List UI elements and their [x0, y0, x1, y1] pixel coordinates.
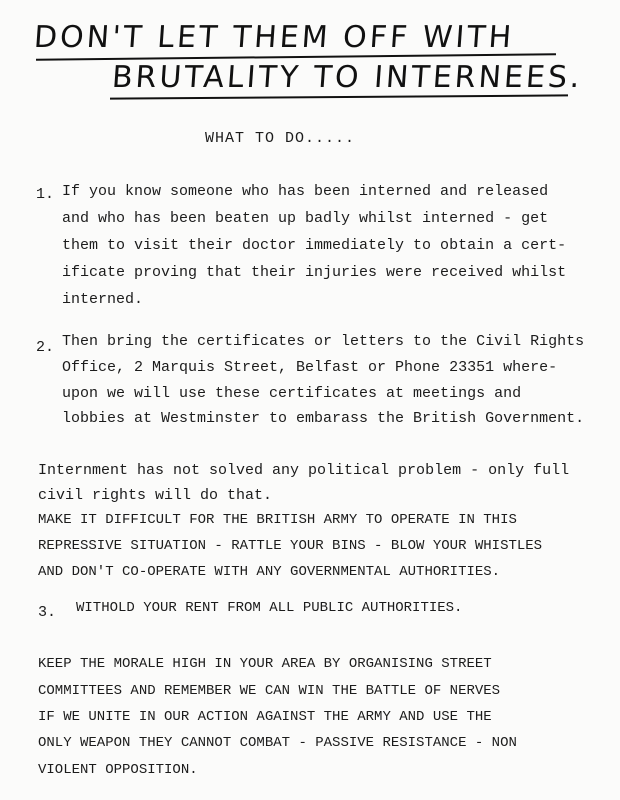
title-line-2: BRUTALITY TO INTERNEES.	[110, 60, 584, 95]
item-1-number: 1.	[36, 186, 55, 203]
section-heading: WHAT TO DO.....	[205, 130, 356, 147]
paragraph-line: Internment has not solved any political problem - only full	[38, 462, 570, 479]
item-2-line: lobbies at Westminster to embarass the British Government.	[62, 410, 585, 427]
item-1-line: ificate proving that their injuries were received whilst	[62, 264, 567, 281]
caps-block-line: REPRESSIVE SITUATION - RATTLE YOUR BINS - BLOW YOUR WHISTLES	[38, 538, 543, 554]
item-2-line: Then bring the certificates or letters to the Civil Rights	[62, 333, 585, 350]
item-2-line: Office, 2 Marquis Street, Belfast or Phone 23351 where-	[62, 359, 558, 376]
closing-line: ONLY WEAPON THEY CANNOT COMBAT - PASSIVE RESISTANCE - NON	[38, 735, 517, 751]
closing-line: IF WE UNITE IN OUR ACTION AGAINST THE ARMY AND USE THE	[38, 709, 492, 725]
closing-line: KEEP THE MORALE HIGH IN YOUR AREA BY ORGANISING STREET	[38, 656, 492, 672]
item-1-line: and who has been beaten up badly whilst interned - get	[62, 210, 549, 227]
closing-line: VIOLENT OPPOSITION.	[38, 762, 198, 778]
closing-line: COMMITTEES AND REMEMBER WE CAN WIN THE BATTLE OF NERVES	[38, 683, 501, 699]
caps-block-line: AND DON'T CO-OPERATE WITH ANY GOVERNMENTAL AUTHORITIES.	[38, 564, 501, 580]
item-2-number: 2.	[36, 339, 55, 356]
title-underline-2	[110, 94, 568, 99]
paragraph-line: civil rights will do that.	[38, 487, 273, 504]
item-3-text: WITHOLD YOUR RENT FROM ALL PUBLIC AUTHORITIES.	[76, 600, 463, 616]
item-1-line: If you know someone who has been interned and released	[62, 183, 549, 200]
caps-block-line: MAKE IT DIFFICULT FOR THE BRITISH ARMY TO OPERATE IN THIS	[38, 512, 517, 528]
item-2-line: upon we will use these certificates at meetings and	[62, 385, 522, 402]
title-line-1: DON'T LET THEM OFF WITH	[32, 20, 516, 55]
item-3-number: 3.	[38, 604, 57, 621]
item-1-line: interned.	[62, 291, 144, 308]
item-1-line: them to visit their doctor immediately to obtain a cert-	[62, 237, 567, 254]
